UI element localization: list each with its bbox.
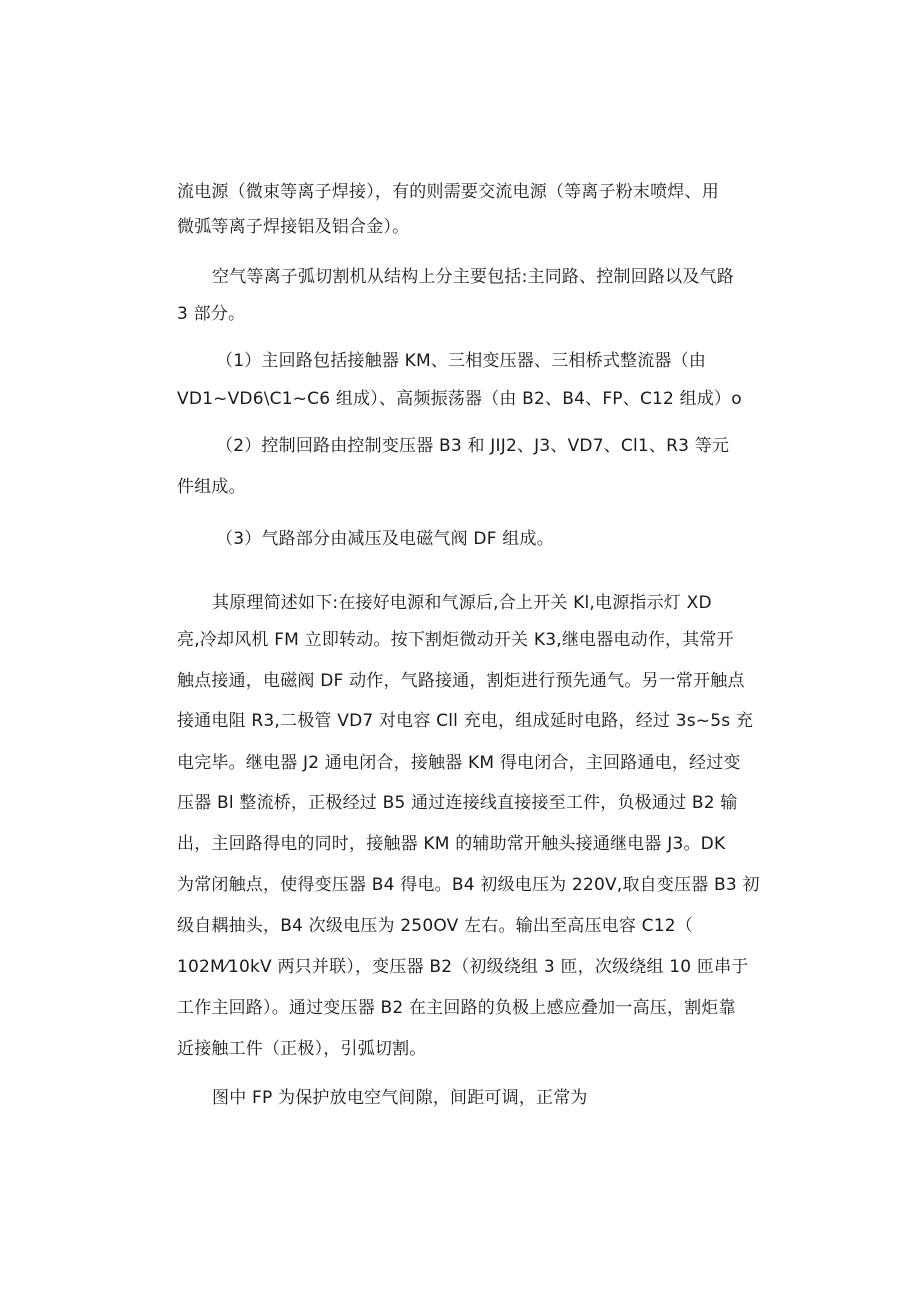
principle-line-2: 亮,冷却风机 FM 立即转动。按下割炬微动开关 K3,继电器电动作，其常开 — [177, 630, 734, 650]
principle-line-12: 近接触工件（正极），引弧切割。 — [177, 1039, 427, 1059]
principle-line-8: 为常闭触点，使得变压器 B4 得电。B4 初级电压为 220V,取自变压器 B3 初 — [177, 875, 760, 895]
principle-line-1: 其原理简述如下:在接好电源和气源后,合上开关 Kl,电源指示灯 XD — [212, 593, 712, 613]
principle-line-6: 压器 Bl 整流桥，正极经过 B5 通过连接线直接接至工件，负极通过 B2 输 — [177, 793, 738, 813]
principle-line-9: 级自耦抽头，B4 次级电压为 250OV 左右。输出至高压电容 C12（ — [177, 916, 693, 936]
intro-line-1: 流电源（微束等离子焊接），有的则需要交流电源（等离子粉末喷焊、用 — [177, 182, 719, 202]
principle-line-4: 接通电阻 R3,二极管 VD7 对电容 Cll 充电，组成延时电路，经过 3s~5s 充 — [177, 711, 754, 731]
item-1-line-2: VD1~VD6\C1~C6 组成）、高频振荡器（由 B2、B4、FP、C12 组成）o — [177, 389, 742, 409]
structure-line-2: 3 部分。 — [177, 304, 246, 324]
item-3-line-1: （3）气路部分由减压及电磁气阀 DF 组成。 — [216, 529, 554, 549]
principle-line-3: 触点接通，电磁阀 DF 动作，气路接通，割炬进行预先通气。另一常开触点 — [177, 671, 745, 691]
principle-line-5: 电完毕。继电器 J2 通电闭合，接触器 KM 得电闭合，主回路通电，经过变 — [177, 753, 741, 773]
principle-line-7: 出，主回路得电的同时，接触器 KM 的辅助常开触头接通继电器 J3。DK — [177, 834, 726, 854]
principle-line-11: 工作主回路）。通过变压器 B2 在主回路的负极上感应叠加一高压，割炬靠 — [177, 998, 736, 1018]
fp-line-1: 图中 FP 为保护放电空气间隙，间距可调，正常为 — [212, 1088, 588, 1108]
item-1-line-1: （1）主回路包括接触器 KM、三相变压器、三相桥式整流器（由 — [216, 351, 707, 371]
principle-line-10: 102M⁄10kV 两只并联），变压器 B2（初级绕组 3 匝，次级绕组 10 匝串于 — [177, 957, 749, 977]
structure-line-1: 空气等离子弧切割机从结构上分主要包括:主同路、控制回路以及气路 — [212, 267, 734, 287]
item-2-line-1: （2）控制回路由控制变压器 B3 和 JIJ2、J3、VD7、Cl1、R3 等元 — [216, 436, 730, 456]
intro-line-2: 微弧等离子焊接铝及铝合金）。 — [177, 217, 410, 237]
item-2-line-2: 件组成。 — [177, 477, 246, 497]
